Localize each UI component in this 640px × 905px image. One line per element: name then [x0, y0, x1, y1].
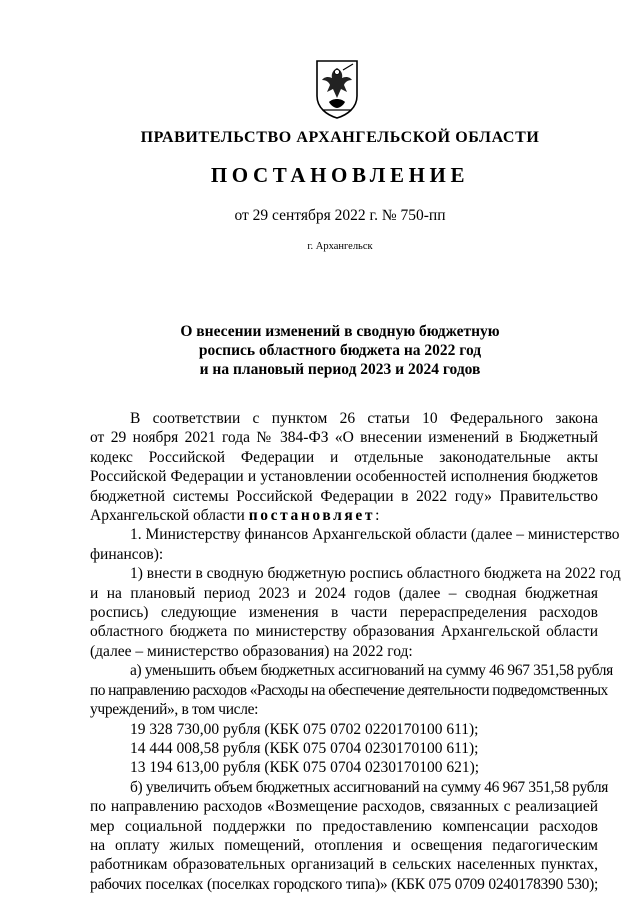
kbk-line: 19 328 730,00 рубля (КБК 075 0702 0220170100 611); — [130, 720, 479, 738]
title-line: О внесении изменений в сводную бюджетную — [180, 323, 500, 340]
text-line: по направлению расходов «Расходы на обеспечение деятельности подведомственных — [90, 681, 608, 699]
document-title — [0, 322, 640, 379]
text-line: бюджетной системы Российской Федерации в 2022 году» Правительство — [90, 487, 598, 505]
text-line: 1. Министерству финансов Архангельской области (далее – министерство — [130, 526, 620, 544]
paragraph-subitem-1 — [90, 564, 621, 661]
resolves-keyword: постановляет — [248, 507, 376, 525]
text-line: (далее – министерство образования) на 2022 год: — [90, 642, 413, 660]
text-line: областного бюджета по министерству образования Архангельской области — [90, 623, 598, 641]
text-line: б) увеличить объем бюджетных ассигнований на сумму 46 967 351,58 рубля — [130, 778, 609, 796]
paragraph-preamble — [90, 409, 598, 525]
text-line: роспись) следующие изменения в части перераспределения расходов — [90, 604, 598, 622]
city-name: г. Архангельск — [307, 241, 373, 252]
text-line: мер социальной поддержки по предоставлению компенсации расходов — [90, 817, 598, 835]
text-fragment: : — [375, 507, 380, 525]
text-line: учреждений», в том числе: — [90, 701, 259, 719]
text-line: Российской Федерации и установлении особенностей исполнения бюджетов — [90, 468, 598, 486]
text-line: а) уменьшить объем бюджетных ассигнований на сумму 46 967 351,58 рубля — [130, 662, 613, 680]
kbk-line: 13 194 613,00 рубля (КБК 075 0704 0230170100 621); — [130, 759, 480, 777]
text-line: и на плановый период 2023 и 2024 годов (далее – сводная бюджетная — [90, 584, 598, 602]
date-and-number: от 29 сентября 2022 г. № 750-пп — [234, 207, 446, 224]
text-line: 1) внести в сводную бюджетную роспись областного бюджета на 2022 год — [130, 565, 621, 583]
text-line: на оплату жилых помещений, отопления и освещения педагогическим — [90, 836, 598, 854]
text-line: кодекс Российской Федерации и отдельные законодательные акты — [90, 448, 598, 466]
paragraph-subitem-b — [90, 778, 609, 894]
text-line: по направлению расходов «Возмещение расходов, связанных с реализацией — [90, 798, 598, 816]
title-line: и на плановый период 2023 и 2024 годов — [199, 361, 481, 378]
text-line: рабочих поселках (поселках городского типа)» (КБК 075 0709 0240178390 530); — [90, 875, 598, 893]
kbk-line: 14 444 008,58 рубля (КБК 075 0704 0230170100 611); — [130, 739, 479, 757]
document-type: ПОСТАНОВЛЕНИЕ — [210, 163, 470, 187]
text-line: работникам образовательных организаций в сельских населенных пунктах, — [90, 856, 598, 874]
government-name: ПРАВИТЕЛЬСТВО АРХАНГЕЛЬСКОЙ ОБЛАСТИ — [140, 129, 540, 146]
text-fragment: Архангельской области — [90, 507, 249, 525]
paragraph-subitem-a — [90, 661, 613, 719]
paragraph-item-1 — [90, 525, 620, 564]
coat-of-arms-emblem — [313, 58, 361, 120]
text-line: финансов): — [90, 545, 164, 563]
text-line: В соответствии с пунктом 26 статьи 10 Федерального закона — [130, 410, 598, 427]
document-body — [90, 409, 621, 894]
title-line: роспись областного бюджета на 2022 год — [198, 342, 482, 359]
text-line: от 29 ноября 2021 года № 384-ФЗ «О внесении изменений в Бюджетный — [90, 429, 598, 447]
text-line — [90, 506, 598, 525]
